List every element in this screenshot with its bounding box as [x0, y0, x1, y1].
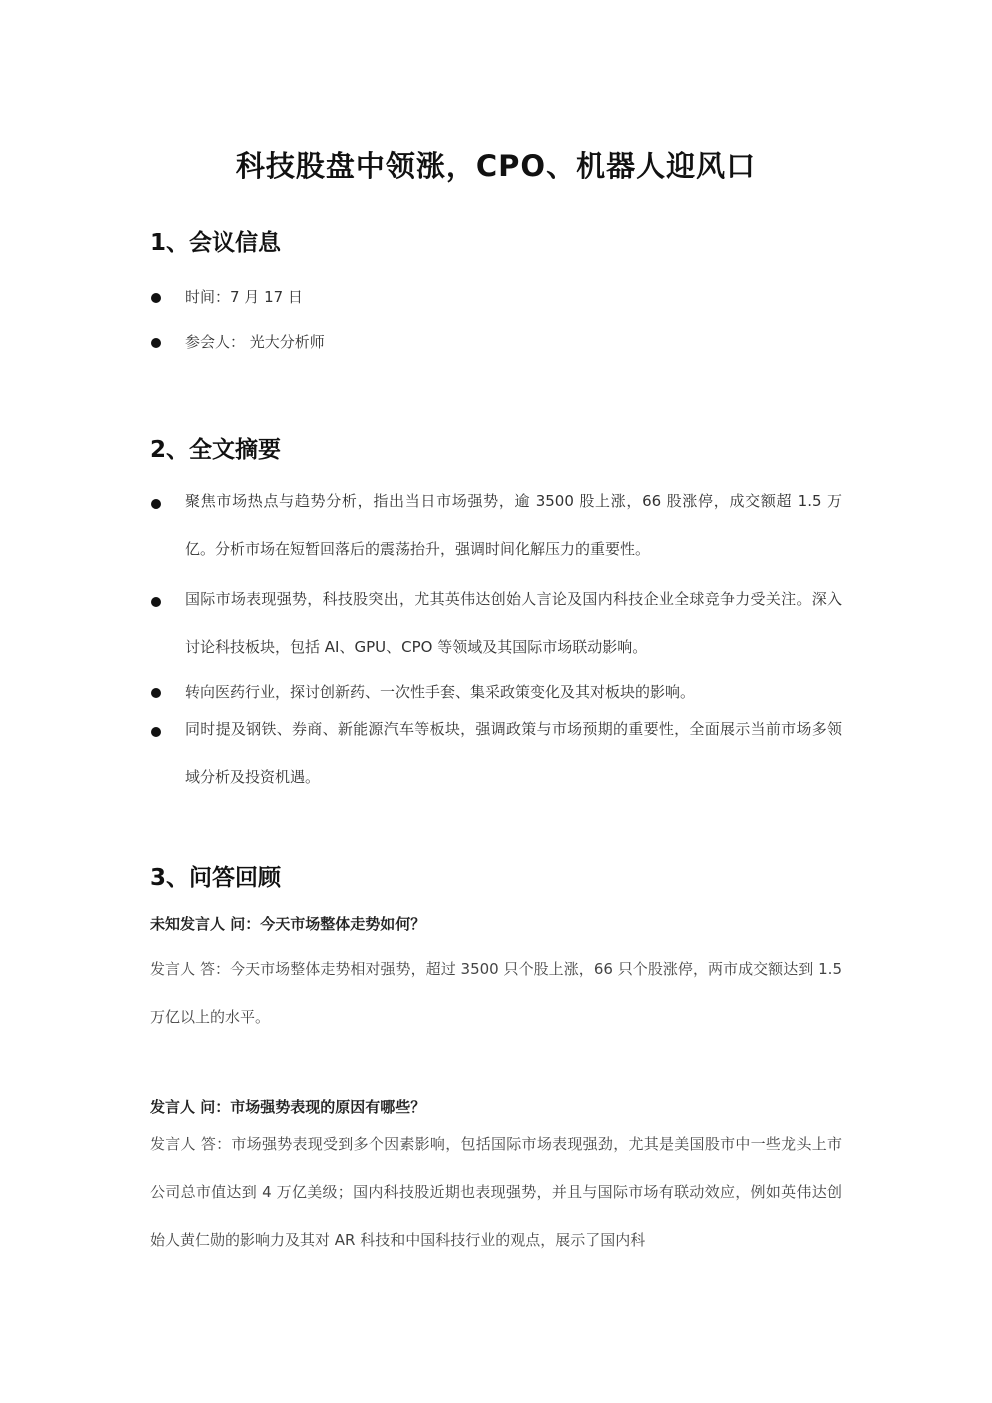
list-item	[150, 590, 842, 671]
document-title: 科技股盘中领涨，CPO、机器人迎风口	[235, 149, 757, 183]
summary-item: 同时提及钢铁、券商、新能源汽车等板块，强调政策与市场预期的重要性，全面展示当前市场多领域分析及投资机遇。	[185, 720, 842, 786]
list-item	[150, 286, 842, 308]
list-item	[150, 331, 842, 353]
bullet-dot-icon	[151, 688, 161, 698]
qa-answer: 发言人 答：市场强势表现受到多个因素影响，包括国际市场表现强劲，尤其是美国股市中一些龙头上市公司总市值达到 4 万亿美级；国内科技股近期也表现强势，并且与国际市场有联动效应，例如英伟达创始人黄仁勋的影响力及其对 AR 科技和中国科技行业的观点，展示了国内科	[150, 1135, 842, 1249]
list-item	[150, 681, 842, 703]
bullet-dot-icon	[151, 597, 161, 607]
meeting-time: 时间：7 月 17 日	[185, 288, 303, 306]
qa-question: 发言人 问：市场强势表现的原因有哪些？	[150, 1098, 426, 1116]
summary-item: 国际市场表现强势，科技股突出，尤其英伟达创始人言论及国内科技企业全球竞争力受关注。深入讨论科技板块，包括 AI、GPU、CPO 等领域及其国际市场联动影响。	[185, 590, 842, 656]
summary-item: 聚焦市场热点与趋势分析，指出当日市场强势，逾 3500 股上涨，66 股涨停，成交额超 1.5 万亿。分析市场在短暂回落后的震荡抬升，强调时间化解压力的重要性。	[185, 492, 842, 558]
list-item	[150, 492, 842, 573]
qa-question: 未知发言人 问：今天市场整体走势如何？	[150, 915, 426, 933]
bullet-dot-icon	[151, 727, 161, 737]
section-heading-summary: 2、全文摘要	[150, 437, 282, 463]
meeting-attendees: 参会人： 光大分析师	[185, 333, 325, 351]
list-item	[150, 720, 842, 801]
qa-answer: 发言人 答：今天市场整体走势相对强势，超过 3500 只个股上涨，66 只个股涨停，两市成交额达到 1.5 万亿以上的水平。	[150, 960, 842, 1026]
bullet-dot-icon	[151, 293, 161, 303]
bullet-dot-icon	[151, 499, 161, 509]
section-heading-meeting-info: 1、会议信息	[150, 230, 282, 256]
bullet-dot-icon	[151, 338, 161, 348]
section-heading-qa: 3、问答回顾	[150, 865, 282, 891]
summary-item: 转向医药行业，探讨创新药、一次性手套、集采政策变化及其对板块的影响。	[185, 683, 696, 701]
